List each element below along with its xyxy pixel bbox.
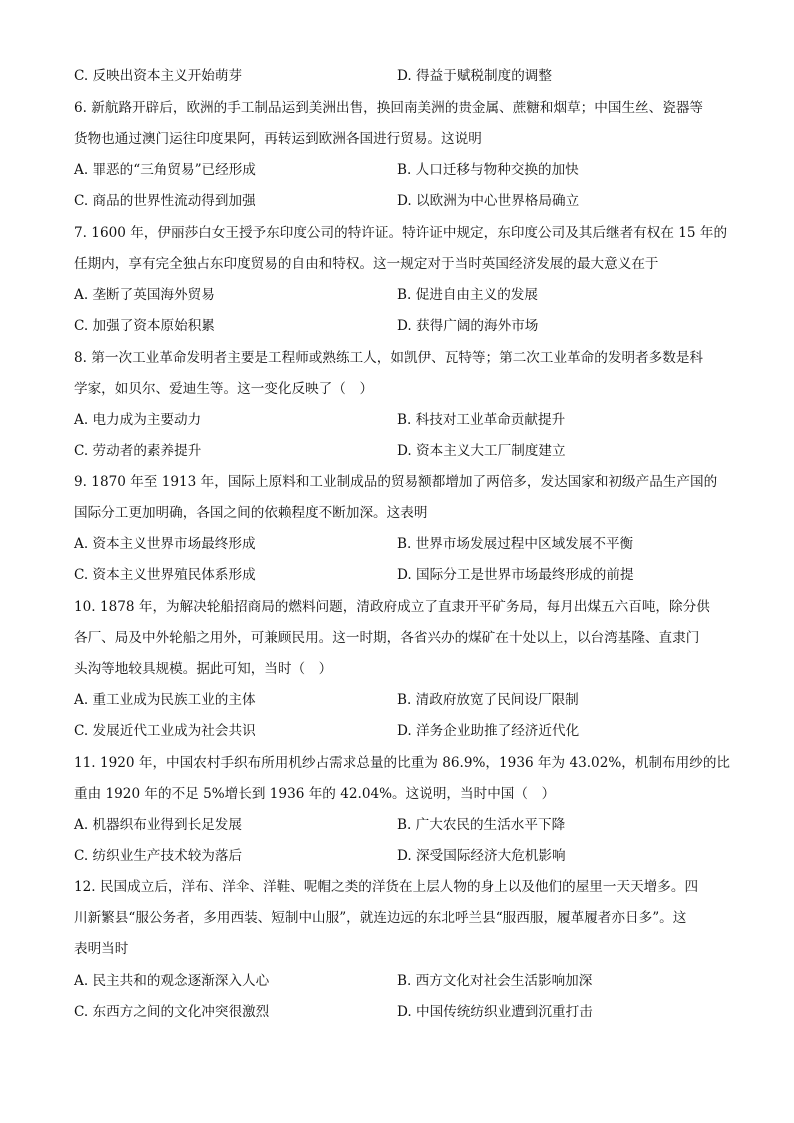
q7-option-a: A. 垄断了英国海外贸易 [74,287,215,303]
q11-option-c: C. 纺织业生产技术较为落后 [74,848,243,864]
q11-stem-line-2: 重由 1920 年的不足 5%增长到 1936 年的 42.04%。这说明，当时中国（ ） [74,786,556,802]
q10-option-a: A. 重工业成为民族工业的主体 [74,692,256,708]
q11-option-b: B. 广大农民的生活水平下降 [397,817,566,833]
q11-option-a: A. 机器织布业得到长足发展 [74,817,242,833]
q6-option-b: B. 人口迁移与物种交换的加快 [397,162,579,178]
q5-option-d: D. 得益于赋税制度的调整 [397,68,552,84]
q6-stem-line-1: 6. 新航路开辟后，欧洲的手工制品运到美洲出售，换回南美洲的贵金属、蔗糖和烟草；中国生丝、瓷器等 [74,100,704,116]
q12-option-d: D. 中国传统纺织业遭到沉重打击 [397,1004,593,1020]
q8-stem-line-1: 8. 第一次工业革命发明者主要是工程师或熟练工人，如凯伊、瓦特等；第二次工业革命的发明者多数是科 [74,350,704,366]
q6-stem-line-2: 货物也通过澳门运往印度果阿，再转运到欧洲各国进行贸易。这说明 [74,131,482,147]
q8-option-b: B. 科技对工业革命贡献提升 [397,412,566,428]
q9-stem-line-2: 国际分工更加明确，各国之间的依赖程度不断加深。这表明 [74,505,428,521]
q10-option-b: B. 清政府放宽了民间设厂限制 [397,692,579,708]
q8-option-c: C. 劳动者的素养提升 [74,443,202,459]
q11-stem-line-1: 11. 1920 年，中国农村手织布所用机纱占需求总量的比重为 86.9%，1936 年为 43.02%，机制布用纱的比 [74,755,731,771]
q12-stem-line-2: 川新繁县“服公务者，多用西装、短制中山服”，就连边远的东北呼兰县“服西服，履革履者亦日多”。这 [74,910,687,926]
q8-stem-line-2: 学家，如贝尔、爱迪生等。这一变化反映了（ ） [74,381,374,397]
q12-option-a: A. 民主共和的观念逐渐深入人心 [74,973,270,989]
q10-stem-line-3: 头沟等地较具规模。据此可知，当时（ ） [74,661,333,677]
q9-option-a: A. 资本主义世界市场最终形成 [74,536,256,552]
q6-option-c: C. 商品的世界性流动得到加强 [74,193,256,209]
q6-option-a: A. 罪恶的“三角贸易”已经形成 [74,162,256,178]
q11-option-d: D. 深受国际经济大危机影响 [397,848,566,864]
q12-stem-line-1: 12. 民国成立后，洋布、洋伞、洋鞋、呢帽之类的洋货在上层人物的身上以及他们的屋里一天天增多。四 [74,879,699,895]
q12-option-b: B. 西方文化对社会生活影响加深 [397,973,593,989]
q7-option-c: C. 加强了资本原始积累 [74,318,215,334]
q7-stem-line-1: 7. 1600 年，伊丽莎白女王授予东印度公司的特许证。特许证中规定，东印度公司及其后继者有权在 15 年的 [74,225,728,241]
q9-stem-line-1: 9. 1870 年至 1913 年，国际上原料和工业制成品的贸易额都增加了两倍多，发达国家和初级产品生产国的 [74,474,718,490]
q10-stem-line-2: 各厂、局及中外轮船之用外，可兼顾民用。这一时期，各省兴办的煤矿在十处以上，以台湾基隆、直隶门 [74,630,700,646]
q10-stem-line-1: 10. 1878 年，为解决轮船招商局的燃料问题，清政府成立了直隶开平矿务局，每月出煤五六百吨，除分供 [74,599,710,615]
q6-option-d: D. 以欧洲为中心世界格局确立 [397,193,580,209]
q12-stem-line-3: 表明当时 [74,941,129,957]
q9-option-c: C. 资本主义世界殖民体系形成 [74,567,256,583]
q5-option-c: C. 反映出资本主义开始萌芽 [74,68,243,84]
q8-option-a: A. 电力成为主要动力 [74,412,202,428]
q8-option-d: D. 资本主义大工厂制度建立 [397,443,566,459]
q7-option-d: D. 获得广阔的海外市场 [397,318,539,334]
q9-option-d: D. 国际分工是世界市场最终形成的前提 [397,567,634,583]
q7-stem-line-2: 任期内，享有完全独占东印度贸易的自由和特权。这一规定对于当时英国经济发展的最大意义在于 [74,256,659,272]
q12-option-c: C. 东西方之间的文化冲突很激烈 [74,1004,270,1020]
q9-option-b: B. 世界市场发展过程中区域发展不平衡 [397,536,634,552]
q10-option-c: C. 发展近代工业成为社会共识 [74,723,256,739]
q7-option-b: B. 促进自由主义的发展 [397,287,538,303]
q10-option-d: D. 洋务企业助推了经济近代化 [397,723,580,739]
